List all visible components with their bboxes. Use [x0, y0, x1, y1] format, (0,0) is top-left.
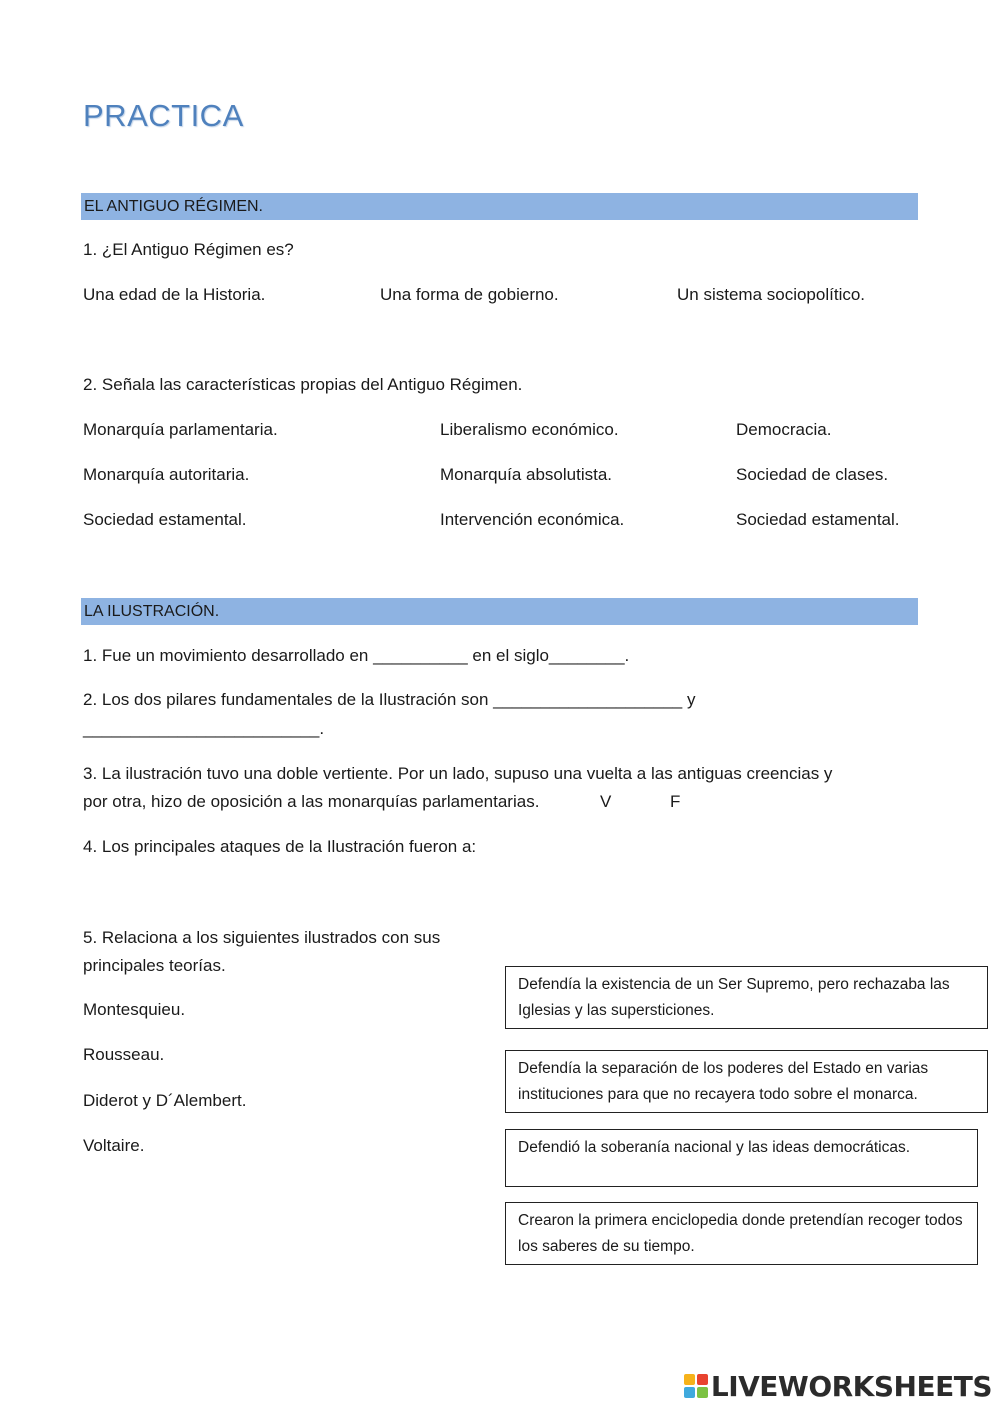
- ilustracion-question-2-line-2: _________________________.: [83, 719, 325, 738]
- q2-option[interactable]: Intervención económica.: [440, 510, 625, 529]
- theory-box[interactable]: Defendió la soberanía nacional y las ideas democráticas.: [505, 1129, 978, 1187]
- ilustracion-question-4: 4. Los principales ataques de la Ilustración fueron a:: [83, 837, 477, 856]
- q1-option-3[interactable]: Un sistema sociopolítico.: [677, 285, 866, 304]
- page-title: PRACTICA: [83, 98, 244, 133]
- theory-box[interactable]: Defendía la separación de los poderes del Estado en varias instituciones para que no recayera todo sobre el monarca.: [505, 1050, 988, 1113]
- liveworksheets-logo-icon: [684, 1374, 708, 1398]
- question-1-prompt: 1. ¿El Antiguo Régimen es?: [83, 240, 294, 259]
- false-option[interactable]: F: [670, 792, 681, 811]
- ilustracion-question-2-line-1: 2. Los dos pilares fundamentales de la Ilustración son ____________________ y: [83, 690, 696, 709]
- theory-box[interactable]: Crearon la primera enciclopedia donde pretendían recoger todos los saberes de su tiempo.: [505, 1202, 978, 1265]
- philosopher-name[interactable]: Diderot y D´Alembert.: [83, 1091, 247, 1110]
- q2-option[interactable]: Monarquía parlamentaria.: [83, 420, 278, 439]
- q2-option[interactable]: Liberalismo económico.: [440, 420, 619, 439]
- ilustracion-question-5-line-1: 5. Relaciona a los siguientes ilustrados con sus: [83, 928, 441, 947]
- liveworksheets-logo-text: LIVEWORKSHEETS: [710, 1369, 992, 1403]
- q2-option[interactable]: Sociedad estamental.: [736, 510, 900, 529]
- q1-option-2[interactable]: Una forma de gobierno.: [380, 285, 559, 304]
- question-2-prompt: 2. Señala las características propias del Antiguo Régimen.: [83, 375, 523, 394]
- section-heading-ilustracion: LA ILUSTRACIÓN.: [81, 598, 918, 625]
- ilustracion-question-3-line-2: por otra, hizo de oposición a las monarquías parlamentarias.: [83, 792, 540, 811]
- q2-option[interactable]: Democracia.: [736, 420, 832, 439]
- q2-option[interactable]: Monarquía autoritaria.: [83, 465, 250, 484]
- section-heading-antiguo-regimen: EL ANTIGUO RÉGIMEN.: [81, 193, 918, 220]
- ilustracion-question-3-line-1: 3. La ilustración tuvo una doble vertiente. Por un lado, supuso una vuelta a las antiguas creencias y: [83, 764, 833, 783]
- philosopher-name[interactable]: Rousseau.: [83, 1045, 165, 1064]
- liveworksheets-logo: [684, 1369, 992, 1403]
- theory-box[interactable]: Defendía la existencia de un Ser Supremo, pero rechazaba las Iglesias y las supersticiones.: [505, 966, 988, 1029]
- q2-option[interactable]: Sociedad estamental.: [83, 510, 247, 529]
- ilustracion-question-1: 1. Fue un movimiento desarrollado en __________ en el siglo________.: [83, 646, 630, 665]
- philosopher-name[interactable]: Voltaire.: [83, 1136, 145, 1155]
- true-option[interactable]: V: [600, 792, 612, 811]
- ilustracion-question-5-line-2: principales teorías.: [83, 956, 226, 975]
- philosopher-name[interactable]: Montesquieu.: [83, 1000, 186, 1019]
- q1-option-1[interactable]: Una edad de la Historia.: [83, 285, 266, 304]
- q2-option[interactable]: Monarquía absolutista.: [440, 465, 612, 484]
- q2-option[interactable]: Sociedad de clases.: [736, 465, 889, 484]
